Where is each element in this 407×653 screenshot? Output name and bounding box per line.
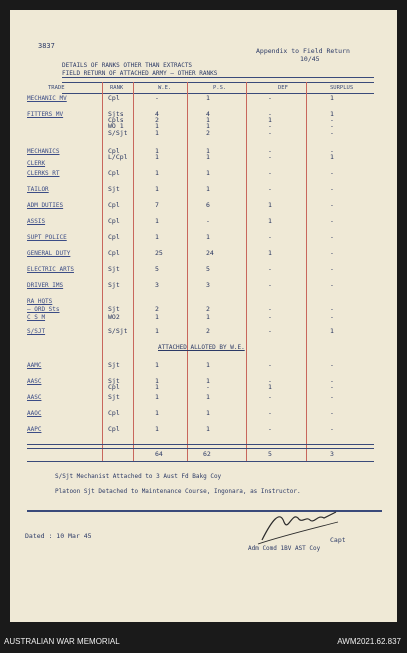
cell-ps: 1 bbox=[206, 169, 210, 177]
cell-ps: 1 bbox=[206, 313, 210, 321]
cell-we: 1 bbox=[155, 327, 159, 335]
cell-rank: WO2 bbox=[108, 313, 120, 321]
column-header: RANK bbox=[110, 85, 124, 91]
signoff-rank: Capt bbox=[330, 536, 346, 544]
cell-rank: Sjt bbox=[108, 393, 120, 401]
cell-def: - bbox=[268, 313, 272, 321]
trade-label: — ORD Sts bbox=[27, 306, 60, 313]
cell-surplus: - bbox=[330, 313, 334, 321]
cell-ps: 4 1 1 2 bbox=[206, 110, 210, 137]
signature bbox=[252, 500, 342, 548]
cell-rank: Cpl L/Cpl bbox=[108, 147, 128, 162]
cell-we: 1 1 bbox=[155, 147, 159, 162]
cell-ps: 24 bbox=[206, 249, 214, 257]
cell-def: - bbox=[268, 393, 272, 401]
cell-rank: Sjt Cpl bbox=[108, 377, 120, 392]
cell-def: - - bbox=[268, 147, 272, 162]
cell-rank: Sjt bbox=[108, 361, 120, 369]
cell-we: 1 bbox=[155, 425, 159, 433]
cell-we: 1 1 bbox=[155, 377, 159, 392]
document-page bbox=[10, 10, 397, 622]
note-1: S/Sjt Mechanist Attached to 3 Aust Fd Bakg Coy bbox=[55, 473, 222, 480]
column-header: DEF bbox=[278, 85, 288, 91]
cell-rank: Cpl bbox=[108, 217, 120, 225]
cell-ps: 1 bbox=[206, 425, 210, 433]
title-line-2: FIELD RETURN OF ATTACHED ARMY — OTHER RANKS bbox=[62, 70, 218, 77]
cell-surplus: - bbox=[330, 361, 334, 369]
cell-surplus: - bbox=[330, 185, 334, 193]
cell-ps: 1 bbox=[206, 233, 210, 241]
cell-surplus: - bbox=[330, 305, 334, 313]
cell-surplus: - bbox=[330, 409, 334, 417]
cell-we: 1 bbox=[155, 361, 159, 369]
title-line-1: DETAILS OF RANKS OTHER THAN EXTRACTS bbox=[62, 62, 193, 69]
archive-footer bbox=[0, 632, 407, 653]
total-ps: 62 bbox=[203, 450, 211, 458]
cell-def: 1 bbox=[268, 249, 272, 257]
column-divider bbox=[102, 82, 103, 462]
cell-ps: 1 bbox=[206, 94, 210, 102]
cell-we: 5 bbox=[155, 265, 159, 273]
trade-label: CLERKS RT bbox=[27, 170, 60, 177]
cell-surplus: - 1 bbox=[330, 147, 334, 162]
appendix-label: Appendix to Field Return bbox=[256, 47, 350, 55]
trade-label: RA HQTS bbox=[27, 298, 53, 305]
cell-ps: 2 bbox=[206, 327, 210, 335]
cell-def: - 1 bbox=[268, 377, 272, 392]
cell-surplus: 1 bbox=[330, 94, 334, 102]
cell-surplus: - bbox=[330, 201, 334, 209]
cell-we: 25 bbox=[155, 249, 163, 257]
cell-def: - bbox=[268, 361, 272, 369]
totals-rule-bottom bbox=[27, 461, 374, 462]
trade-label: TAILOR bbox=[27, 186, 49, 193]
cell-we: 4 2 1 1 bbox=[155, 110, 159, 137]
trade-label: ELECTRIC ARTS bbox=[27, 266, 74, 273]
column-header: P.S. bbox=[213, 85, 227, 91]
trade-label: ADM DUTIES bbox=[27, 202, 64, 209]
trade-label: ASSIS bbox=[27, 218, 46, 225]
cell-ps: 1 bbox=[206, 393, 210, 401]
trade-label: AASC bbox=[27, 378, 42, 385]
cell-surplus: - bbox=[330, 233, 334, 241]
trade-label: C S M bbox=[27, 314, 46, 321]
title-underline bbox=[62, 77, 374, 78]
footer-accession: AWM2021.62.837 bbox=[337, 637, 401, 646]
cell-surplus: - - bbox=[330, 377, 334, 392]
cell-def: - bbox=[268, 185, 272, 193]
signoff-unit: Adm Comd 1BV AST Coy bbox=[248, 545, 321, 552]
cell-we: 1 bbox=[155, 393, 159, 401]
cell-surplus: - bbox=[330, 393, 334, 401]
cell-rank: Sjt bbox=[108, 305, 120, 313]
cell-def: 1 bbox=[268, 217, 272, 225]
attached-heading: ATTACHED ALLOTED BY W.E. bbox=[158, 344, 245, 351]
cell-surplus: - bbox=[330, 425, 334, 433]
trade-label: AAMC bbox=[27, 362, 42, 369]
cell-ps: 5 bbox=[206, 265, 210, 273]
cell-surplus: - bbox=[330, 281, 334, 289]
cell-we: 1 bbox=[155, 409, 159, 417]
column-divider bbox=[133, 82, 134, 462]
cell-we: 1 bbox=[155, 217, 159, 225]
cell-rank: Cpl bbox=[108, 425, 120, 433]
cell-we: 1 bbox=[155, 233, 159, 241]
cell-rank: Cpl bbox=[108, 94, 120, 102]
cell-surplus: - bbox=[330, 249, 334, 257]
trade-label: AAPC bbox=[27, 426, 42, 433]
totals-rule-top bbox=[27, 444, 374, 445]
cell-rank: Cpl bbox=[108, 233, 120, 241]
trade-label: GENERAL DUTY bbox=[27, 250, 71, 257]
document-number: 3837 bbox=[38, 42, 55, 50]
trade-label: S/SJT bbox=[27, 328, 46, 335]
trade-label: AAOC bbox=[27, 410, 42, 417]
cell-ps: 2 bbox=[206, 305, 210, 313]
cell-rank: Sjts Cpls WO 1 S/Sjt bbox=[108, 110, 128, 137]
cell-surplus: - bbox=[330, 169, 334, 177]
cell-ps: 1 - bbox=[206, 377, 210, 392]
cell-def: - bbox=[268, 409, 272, 417]
cell-def: - bbox=[268, 94, 272, 102]
trade-label: FITTERS MV bbox=[27, 111, 64, 118]
cell-def: - bbox=[268, 305, 272, 313]
column-header: SURPLUS bbox=[330, 85, 354, 91]
cell-def: - bbox=[268, 169, 272, 177]
cell-def: - bbox=[268, 233, 272, 241]
cell-we: 2 bbox=[155, 305, 159, 313]
cell-def: 1 bbox=[268, 201, 272, 209]
cell-def: - bbox=[268, 327, 272, 335]
trade-label: MECHANIC MV bbox=[27, 95, 67, 102]
column-divider bbox=[306, 82, 307, 462]
reference-number: 10/45 bbox=[300, 55, 320, 63]
dated-line: Dated : 10 Mar 45 bbox=[25, 532, 92, 540]
cell-we: 3 bbox=[155, 281, 159, 289]
cell-rank: Cpl bbox=[108, 409, 120, 417]
cell-rank: S/Sjt bbox=[108, 327, 128, 335]
cell-ps: 1 bbox=[206, 409, 210, 417]
cell-rank: Cpl bbox=[108, 201, 120, 209]
cell-surplus: 1 bbox=[330, 327, 334, 335]
cell-ps: 1 bbox=[206, 185, 210, 193]
trade-label: SUPT POLICE bbox=[27, 234, 67, 241]
total-def: 5 bbox=[268, 450, 272, 458]
cell-def: - bbox=[268, 265, 272, 273]
cell-ps: 1 bbox=[206, 361, 210, 369]
cell-rank: Sjt bbox=[108, 185, 120, 193]
cell-rank: Sjt bbox=[108, 281, 120, 289]
cell-we: 7 bbox=[155, 201, 159, 209]
total-surplus: 3 bbox=[330, 450, 334, 458]
cell-we: - bbox=[155, 94, 159, 102]
column-divider bbox=[187, 82, 188, 462]
column-divider bbox=[246, 82, 247, 462]
cell-def: - bbox=[268, 425, 272, 433]
cell-we: 1 bbox=[155, 185, 159, 193]
cell-rank: Sjt bbox=[108, 265, 120, 273]
trade-label: DRIVER IMS bbox=[27, 282, 64, 289]
column-header: TRADE bbox=[48, 85, 65, 91]
total-we: 64 bbox=[155, 450, 163, 458]
cell-rank: Cpl bbox=[108, 169, 120, 177]
cell-rank: Cpl bbox=[108, 249, 120, 257]
column-header: W.E. bbox=[158, 85, 172, 91]
cell-surplus: 1 - - - bbox=[330, 110, 334, 137]
footer-institution: AUSTRALIAN WAR MEMORIAL bbox=[4, 637, 120, 646]
cell-def: - bbox=[268, 281, 272, 289]
cell-surplus: - bbox=[330, 265, 334, 273]
cell-ps: 1 1 bbox=[206, 147, 210, 162]
totals-rule-mid bbox=[27, 448, 374, 449]
cell-surplus: - bbox=[330, 217, 334, 225]
cell-def: - 1 - - bbox=[268, 110, 272, 137]
trade-label: MECHANICS bbox=[27, 148, 60, 155]
header-rule-top bbox=[62, 82, 374, 83]
note-2: Platoon Sjt Detached to Maintenance Course, Ingonara, as Instructor. bbox=[55, 488, 301, 495]
cell-we: 1 bbox=[155, 169, 159, 177]
cell-ps: 3 bbox=[206, 281, 210, 289]
cell-ps: - bbox=[206, 217, 210, 225]
trade-label: AASC bbox=[27, 394, 42, 401]
cell-ps: 6 bbox=[206, 201, 210, 209]
cell-we: 1 bbox=[155, 313, 159, 321]
trade-label: CLERK bbox=[27, 160, 46, 167]
